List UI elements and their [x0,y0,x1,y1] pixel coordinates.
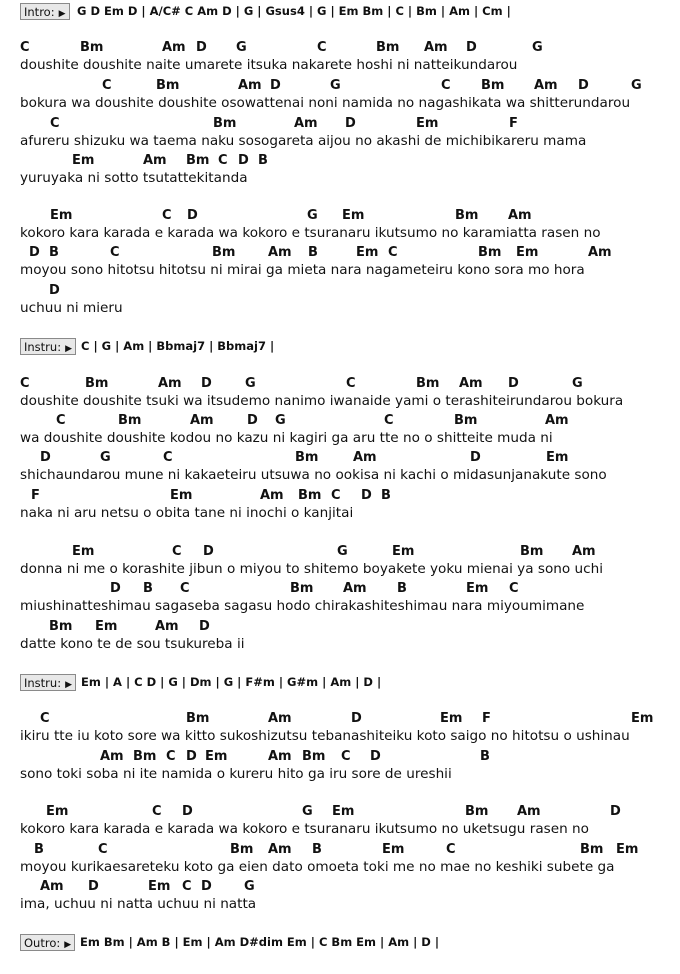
intro-progression: G D Em D | A/C# C Am D | G | Gsus4 | G | Em Bm | C | Bm | Am | Cm | [77,4,511,18]
chord: D [370,749,381,764]
lyric-line: bokura wa doushite doushite osowattenai noni namida no nagashikata wa shitterundarou [20,95,631,111]
outro-label-text: Outro: [24,936,61,950]
instru-section-label [20,338,76,355]
chord: D [88,879,99,894]
lyric-line: doushite doushite tsuki wa itsudemo nanimo iwanaide yami o terashiteirundarou bokura [20,393,624,409]
chord: C [341,749,351,764]
lyric-line: kokoro kara karada e karada wa kokoro e tsuranaru ikutsumo no uketsugu rasen no [20,821,589,837]
chord: D [466,40,477,55]
chord: G [244,879,255,894]
chord: Bm [212,245,236,260]
chord: D [351,711,362,726]
chord: C [163,450,173,465]
chord: G [532,40,543,55]
chord: C [56,413,66,428]
outro-progression: Em Bm | Am B | Em | Am D#dim Em | C Bm Em | Am | D | [80,935,440,949]
chord: Bm [118,413,142,428]
chord: Am [158,376,182,391]
lyric-line: uchuu ni mieru [20,300,123,316]
chord: Am [238,78,262,93]
chord: G [245,376,256,391]
chord: Am [459,376,483,391]
chord: D [270,78,281,93]
chord: Em [416,116,439,131]
chord: Em [148,879,171,894]
chord: Bm [295,450,319,465]
chord: C [509,581,519,596]
chord: Bm [230,842,254,857]
chord: Em [50,208,73,223]
chord: Am [588,245,612,260]
chord: D [508,376,519,391]
chord: C [180,581,190,596]
instru-progression: C | G | Am | Bbmaj7 | Bbmaj7 | [81,339,275,353]
chord: G [302,804,313,819]
chord: Am [534,78,558,93]
chord: C [20,376,30,391]
chord: B [34,842,44,857]
lyric-line: donna ni me o korashite jibun o miyou to shitemo boyakete yoku mienai ya sono uchi [20,561,604,577]
chord: B [381,488,391,503]
chord: Am [155,619,179,634]
chord: C [162,208,172,223]
chord: Am [508,208,532,223]
chord: C [218,153,228,168]
chord: C [346,376,356,391]
chord: Am [343,581,367,596]
chord: F [31,488,40,503]
lyric-line: miushinatteshimau sagaseba sagasu hodo chirakashiteshimau nara miyoumimane [20,598,585,614]
chord: Em [631,711,654,726]
chord: Am [517,804,541,819]
chord: Bm [156,78,180,93]
chord: D [187,208,198,223]
chord: G [631,78,642,93]
chord: C [20,40,30,55]
chord: D [247,413,258,428]
chord: B [143,581,153,596]
chord: Am [545,413,569,428]
chord: B [397,581,407,596]
chord: Bm [85,376,109,391]
chord: Em [356,245,379,260]
chord: C [50,116,60,131]
chord: F [482,711,491,726]
chord: Bm [133,749,157,764]
chord: D [238,153,249,168]
chord: Am [268,245,292,260]
chord: Am [268,842,292,857]
lyric-line: afureru shizuku wa taema naku sosogareta aijou no akashi de michibikareru mama [20,133,587,149]
lyric-line: datte kono te de sou tsukureba ii [20,636,245,652]
chord: Em [72,544,95,559]
chord: D [201,376,212,391]
chord: Am [143,153,167,168]
chord: F [509,116,518,131]
chord: C [182,879,192,894]
chord: D [203,544,214,559]
chord: Bm [186,153,210,168]
lyric-line: doushite doushite naite umarete itsuka nakarete hoshi ni natteikundarou [20,57,518,73]
chord: Em [46,804,69,819]
chord: B [258,153,268,168]
chord: C [98,842,108,857]
intro-label-text: Intro: [24,5,55,19]
instru-label-text: Instru: [24,340,62,354]
chord: G [572,376,583,391]
chord: B [480,749,490,764]
chord: G [236,40,247,55]
chord: Am [424,40,448,55]
chord: D [29,245,40,260]
chord: G [100,450,111,465]
lyric-line: naka ni aru netsu o obita tane ni inochi o kanjitai [20,505,354,521]
chord: Bm [302,749,326,764]
chord: Bm [478,245,502,260]
chord: Em [440,711,463,726]
chord: C [40,711,50,726]
play-arrow-icon: ▶ [65,680,72,690]
chord: D [49,283,60,298]
chord: Am [572,544,596,559]
chord: Em [170,488,193,503]
lyric-line: wa doushite doushite kodou no kazu ni kagiri ga aru tte no o shitteite muda ni [20,430,553,446]
chord: G [337,544,348,559]
chord: D [182,804,193,819]
chord: Bm [80,40,104,55]
lyric-line: yuruyaka ni sotto tsutattekitanda [20,170,248,186]
chord: C [441,78,451,93]
lyric-line: ikiru tte iu koto sore wa kitto sukoshizutsu tebanashiteiku koto saigo no hitotsu o ushinau [20,728,630,744]
chord: D [361,488,372,503]
chord: C [172,544,182,559]
chord: Bm [416,376,440,391]
lyric-line: kokoro kara karada e karada wa kokoro e tsuranaru ikutsumo no karamiatta rasen no [20,225,601,241]
chord: C [110,245,120,260]
chord: Bm [580,842,604,857]
chord: Bm [454,413,478,428]
chord: Bm [290,581,314,596]
chord: Em [466,581,489,596]
chord: C [166,749,176,764]
chord: Em [616,842,639,857]
chord: D [345,116,356,131]
chord: G [307,208,318,223]
play-arrow-icon: ▶ [58,9,66,19]
chord: Am [353,450,377,465]
chord: Em [382,842,405,857]
chord: G [275,413,286,428]
outro-section-label [20,934,75,951]
chord: Am [294,116,318,131]
chord: Em [546,450,569,465]
lyric-line: moyou sono hitotsu hitotsu ni mirai ga mieta nara nagameteiru kono sora mo hora [20,262,585,278]
chord: C [446,842,456,857]
lyric-line: moyou kurikaesareteku koto ga eien dato omoeta toki me no mae no keshiki subete ga [20,859,615,875]
chord: Am [260,488,284,503]
play-arrow-icon: ▶ [65,344,72,354]
chord: D [578,78,589,93]
chord: Bm [520,544,544,559]
chord: C [152,804,162,819]
chord: C [317,40,327,55]
chord: Em [516,245,539,260]
chord: Am [190,413,214,428]
chord: Bm [481,78,505,93]
chord: Em [205,749,228,764]
lyric-line: sono toki soba ni ite namida o kureru hito ga iru sore de ureshii [20,766,452,782]
chord: Em [332,804,355,819]
instru-progression: Em | A | C D | G | Dm | G | F#m | G#m | Am | D | [81,675,382,689]
chord: D [199,619,210,634]
chord: D [201,879,212,894]
lyric-line: shichaundarou mune ni kakaeteiru utsuwa no ookisa ni kachi o midasunjanakute sono [20,467,607,483]
chord: Em [72,153,95,168]
chord: D [470,450,481,465]
chord: Am [268,749,292,764]
chord: Bm [49,619,73,634]
lyric-line: ima, uchuu ni natta uchuu ni natta [20,896,257,912]
chord: C [388,245,398,260]
chord: D [110,581,121,596]
chord: B [49,245,59,260]
chord: G [330,78,341,93]
chord: C [102,78,112,93]
chord: D [196,40,207,55]
chord: C [384,413,394,428]
chord: Bm [376,40,400,55]
play-arrow-icon: ▶ [64,940,72,950]
chord: Am [268,711,292,726]
instru-label-text: Instru: [24,676,62,690]
chord: Bm [213,116,237,131]
instru-section-label [20,674,76,691]
chord: D [186,749,197,764]
chord: Em [392,544,415,559]
chord: B [312,842,322,857]
chord: Bm [186,711,210,726]
chord: Am [40,879,64,894]
chord: Em [342,208,365,223]
chord: D [40,450,51,465]
chord: C [331,488,341,503]
chord: Bm [298,488,322,503]
chord: D [610,804,621,819]
chord: Bm [465,804,489,819]
chord: Em [95,619,118,634]
chord: Am [100,749,124,764]
chord: Bm [455,208,479,223]
chord: Am [162,40,186,55]
intro-section-label [20,3,70,20]
chord: B [308,245,318,260]
